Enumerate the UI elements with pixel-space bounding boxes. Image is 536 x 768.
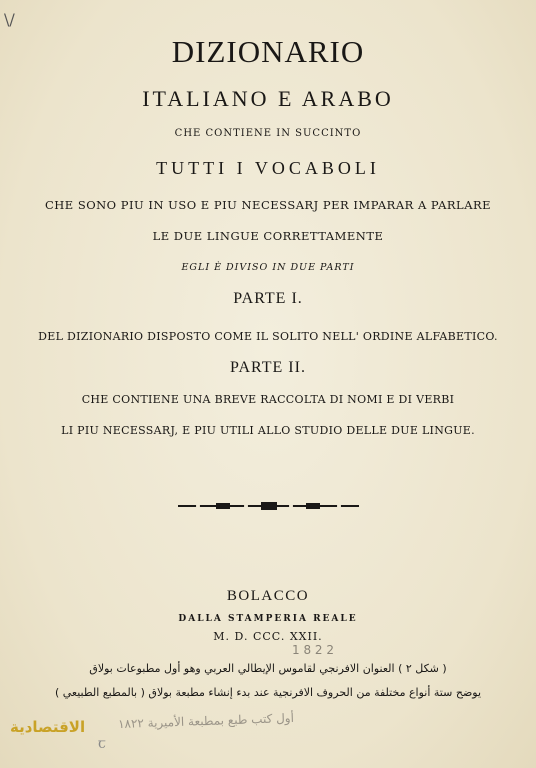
corner-pencil-mark: \/ (4, 10, 15, 29)
subtitle-tutti-vocaboli: TUTTI I VOCABOLI (156, 158, 380, 178)
pencil-year-note: 1 8 2 2 (292, 643, 334, 657)
parte-1-text: DEL DIZIONARIO DISPOSTO COME IL SOLITO NELL' ORDINE ALFABETICO. (38, 330, 498, 343)
arabic-caption-line-1: ( شكل ٢ ) العنوان الافرنجي لقاموس الإيطالي العربي وهو أول مطبوعات بولاق (89, 662, 447, 675)
bottom-pencil-mark: ꞇ (98, 736, 106, 752)
imprint-press: DALLA STAMPERIA REALE (178, 614, 358, 624)
watermark-logo: الاقتصادية (10, 718, 86, 736)
parte-2-text-2: LI PIU NECESSARJ, E PIU UTILI ALLO STUDIO DELLE DUE LINGUE. (61, 424, 475, 437)
subtitle-contiene: CHE CONTIENE IN SUCCINTO (174, 128, 362, 139)
arabic-caption-line-2: يوضح ستة أنواع مختلفة من الحروف الافرنجية عند بدء إنشاء مطبعة بولاق ( بالمطبع الطبيعي ) (54, 686, 482, 699)
parte-2-text-1: CHE CONTIENE UNA BREVE RACCOLTA DI NOMI E DI VERBI (81, 393, 455, 406)
subtitle-lingue: LE DUE LINGUE CORRETTAMENTE (152, 229, 384, 243)
ornamental-rule (176, 500, 361, 512)
subtitle-uso: CHE SONO PIU IN USO E PIU NECESSARJ PER IMPARAR A PARLARE (44, 198, 492, 212)
title-italiano-arabo: ITALIANO E ARABO (142, 86, 394, 111)
imprint-place: BOLACCO (226, 588, 310, 604)
imprint-year: M. D. CCC. XXII. (213, 630, 323, 643)
subtitle-diviso: EGLI È DIVISO IN DUE PARTI (181, 262, 355, 273)
parte-2-heading: PARTE II. (230, 359, 306, 376)
parte-1-heading: PARTE I. (233, 290, 303, 307)
handwritten-note: أول كتب طبع بمطبعة الأميرية ١٨٢٢ (117, 710, 295, 732)
title-dizionario: DIZIONARIO (171, 34, 365, 69)
